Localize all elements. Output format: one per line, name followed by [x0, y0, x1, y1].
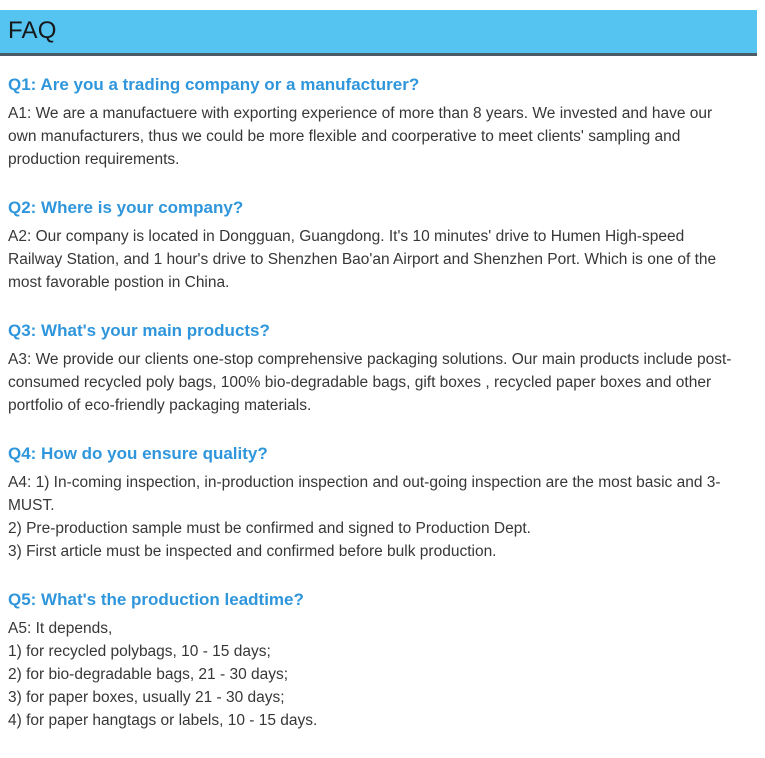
faq-answer-line: 1) for recycled polybags, 10 - 15 days; [8, 643, 271, 660]
faq-answer [8, 102, 739, 171]
faq-question: Q2: Where is your company? [8, 198, 244, 217]
faq-item [8, 197, 739, 294]
faq-item [8, 74, 739, 171]
faq-question: Q3: What's your main products? [8, 321, 270, 340]
faq-answer-line: A2: Our company is located in Dongguan, Guangdong. It's 10 minutes' drive to Humen High-speed Railway Station, and 1 hour's drive to Shenzhen Bao'an Airport and Shenzhen Port. Which is one of the most favorable postion in China. [8, 228, 717, 291]
faq-answer [8, 348, 739, 417]
faq-answer-line: 2) for bio-degradable bags, 21 - 30 days; [8, 666, 289, 683]
faq-answer-line: A1: We are a manufactuere with exporting experience of more than 8 years. We invested and have our own manufacturers, thus we could be more flexible and coorperative to meet clients' sampling and production requirements. [8, 105, 713, 168]
faq-item [8, 320, 739, 417]
page-title: FAQ [8, 16, 57, 44]
faq-question: Q5: What's the production leadtime? [8, 590, 304, 609]
faq-answer-line: A5: It depends, [8, 620, 113, 637]
faq-question: Q4: How do you ensure quality? [8, 444, 268, 463]
faq-answer-line: A4: 1) In-coming inspection, in-production inspection and out-going inspection are the most basic and 3-MUST. [8, 474, 721, 514]
faq-answer-line: 2) Pre-production sample must be confirmed and signed to Production Dept. [8, 520, 531, 537]
faq-answer [8, 617, 739, 732]
faq-answer [8, 471, 739, 563]
faq-answer-line: 3) First article must be inspected and confirmed before bulk production. [8, 543, 497, 560]
faq-question: Q1: Are you a trading company or a manufacturer? [8, 75, 420, 94]
faq-answer [8, 225, 739, 294]
faq-section-header [0, 10, 757, 56]
faq-answer-line: 3) for paper boxes, usually 21 - 30 days; [8, 689, 285, 706]
faq-list [0, 74, 765, 732]
faq-answer-line: 4) for paper hangtags or labels, 10 - 15 days. [8, 712, 318, 729]
faq-answer-line: A3: We provide our clients one-stop comprehensive packaging solutions. Our main products include post-consumed recycled poly bags, 100% bio-degradable bags, gift boxes , recycled paper boxes and other portfolio of eco-friendly packaging materials. [8, 351, 732, 414]
faq-item [8, 443, 739, 563]
faq-item [8, 589, 739, 732]
